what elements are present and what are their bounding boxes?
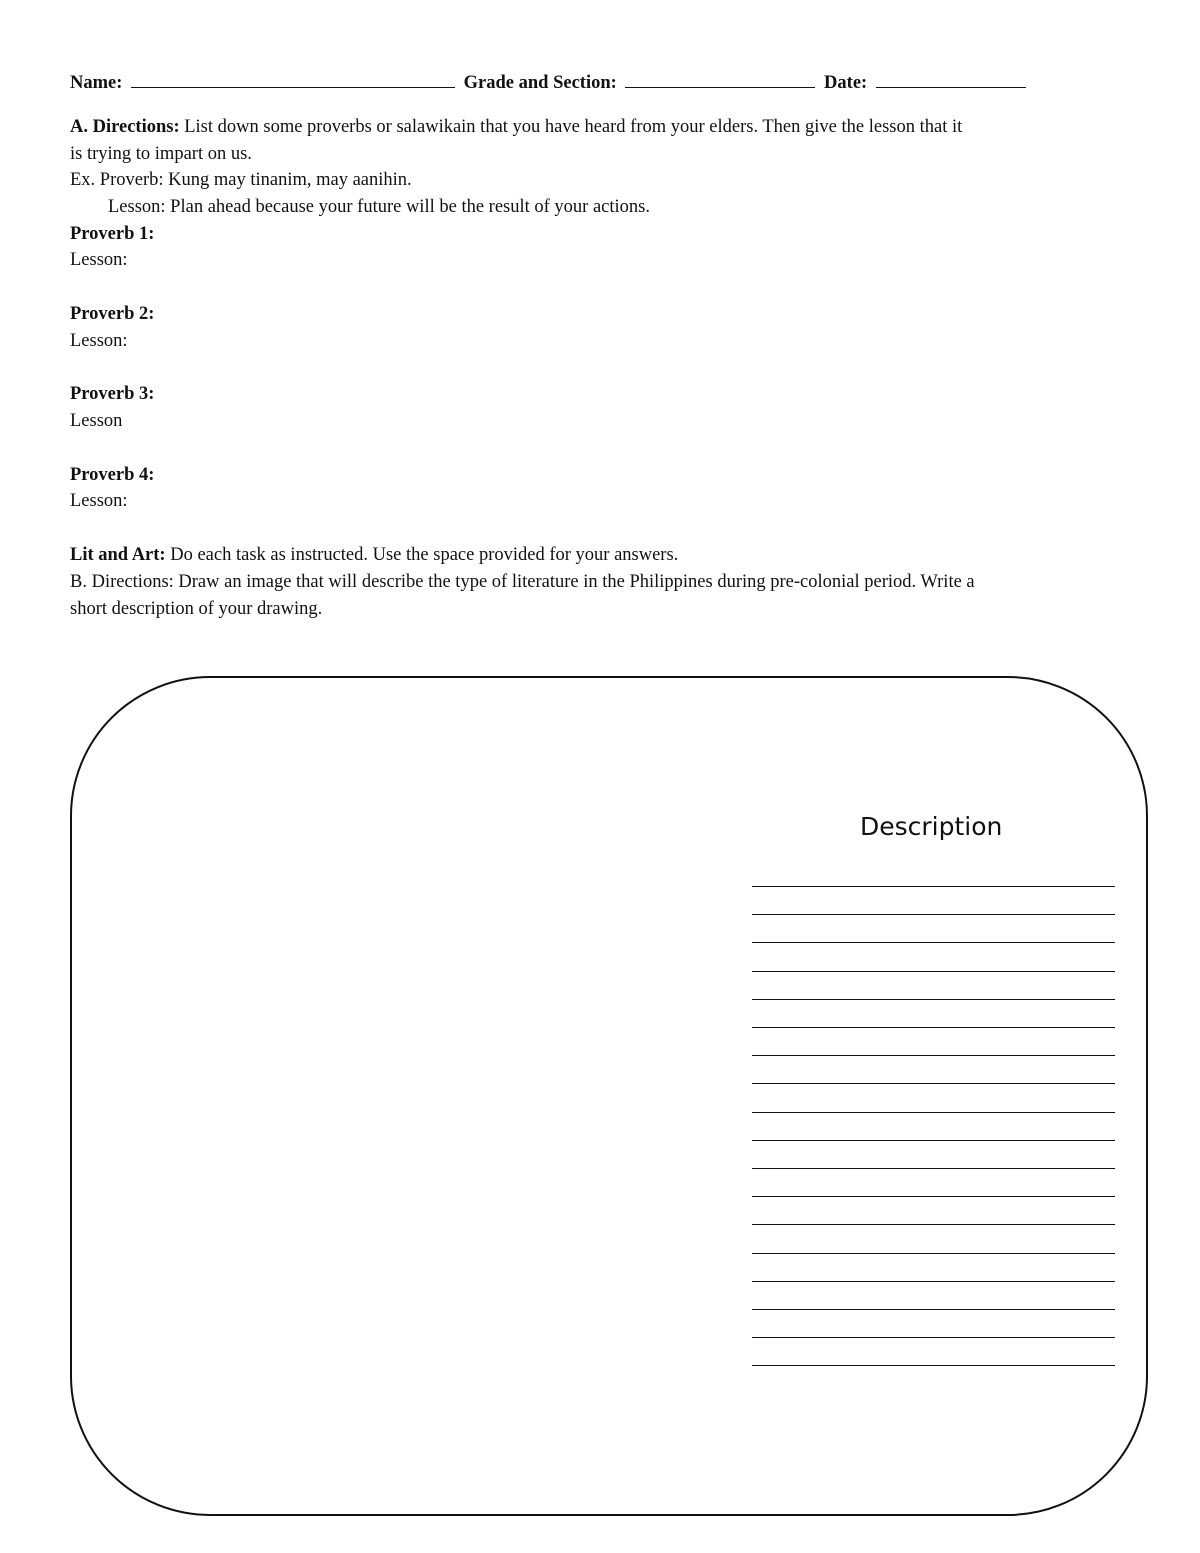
description-answer-line[interactable] <box>752 1365 1115 1366</box>
lit-and-art-label: Lit and Art: <box>70 545 166 565</box>
proverb-4-lesson: Lesson: <box>70 491 128 511</box>
section-b-directions-1: B. Directions: Draw an image that will describe the type of literature in the Philippines during pre-colonial period. Write a <box>70 572 975 592</box>
description-answer-line[interactable] <box>752 1055 1115 1056</box>
date-label: Date: <box>824 73 868 93</box>
proverb-2-lesson: Lesson: <box>70 331 128 351</box>
header-row <box>70 70 1030 96</box>
description-answer-line[interactable] <box>752 1224 1115 1225</box>
proverb-1-lesson: Lesson: <box>70 250 128 270</box>
name-label: Name: <box>70 73 123 93</box>
description-title: Description <box>860 812 1003 841</box>
lit-and-art <box>70 542 678 568</box>
section-a-text-1: List down some proverbs or salawikain that you have heard from your elders. Then give the lesson that it <box>184 117 963 137</box>
section-b-directions-2: short description of your drawing. <box>70 599 323 619</box>
proverb-3-lesson: Lesson <box>70 411 123 431</box>
proverb-1-label: Proverb 1: <box>70 224 155 244</box>
description-answer-line[interactable] <box>752 1027 1115 1028</box>
grade-section-label: Grade and Section: <box>463 73 617 93</box>
description-answer-line[interactable] <box>752 1168 1115 1169</box>
description-answer-line[interactable] <box>752 1112 1115 1113</box>
drawing-area[interactable] <box>70 676 1148 1516</box>
proverb-3-label: Proverb 3: <box>70 384 155 404</box>
description-answer-line[interactable] <box>752 971 1115 972</box>
description-answer-line[interactable] <box>752 886 1115 887</box>
example-lesson: Lesson: Plan ahead because your future will be the result of your actions. <box>108 197 650 217</box>
lit-and-art-text: Do each task as instructed. Use the space provided for your answers. <box>170 545 679 565</box>
section-a-text-2: is trying to impart on us. <box>70 144 252 164</box>
grade-section-field[interactable] <box>625 73 815 88</box>
description-answer-line[interactable] <box>752 1140 1115 1141</box>
description-answer-line[interactable] <box>752 1309 1115 1310</box>
description-answer-line[interactable] <box>752 1281 1115 1282</box>
description-answer-line[interactable] <box>752 1083 1115 1084</box>
proverb-2-label: Proverb 2: <box>70 304 155 324</box>
description-answer-line[interactable] <box>752 1196 1115 1197</box>
proverb-4-label: Proverb 4: <box>70 465 155 485</box>
description-answer-line[interactable] <box>752 942 1115 943</box>
description-answer-line[interactable] <box>752 999 1115 1000</box>
name-field[interactable] <box>131 73 455 88</box>
description-answer-line[interactable] <box>752 1253 1115 1254</box>
section-a-label: A. Directions: <box>70 117 180 137</box>
section-a-directions <box>70 114 962 140</box>
example-proverb: Ex. Proverb: Kung may tinanim, may aanihin. <box>70 170 412 190</box>
description-answer-line[interactable] <box>752 914 1115 915</box>
description-answer-line[interactable] <box>752 1337 1115 1338</box>
date-field[interactable] <box>876 73 1026 88</box>
